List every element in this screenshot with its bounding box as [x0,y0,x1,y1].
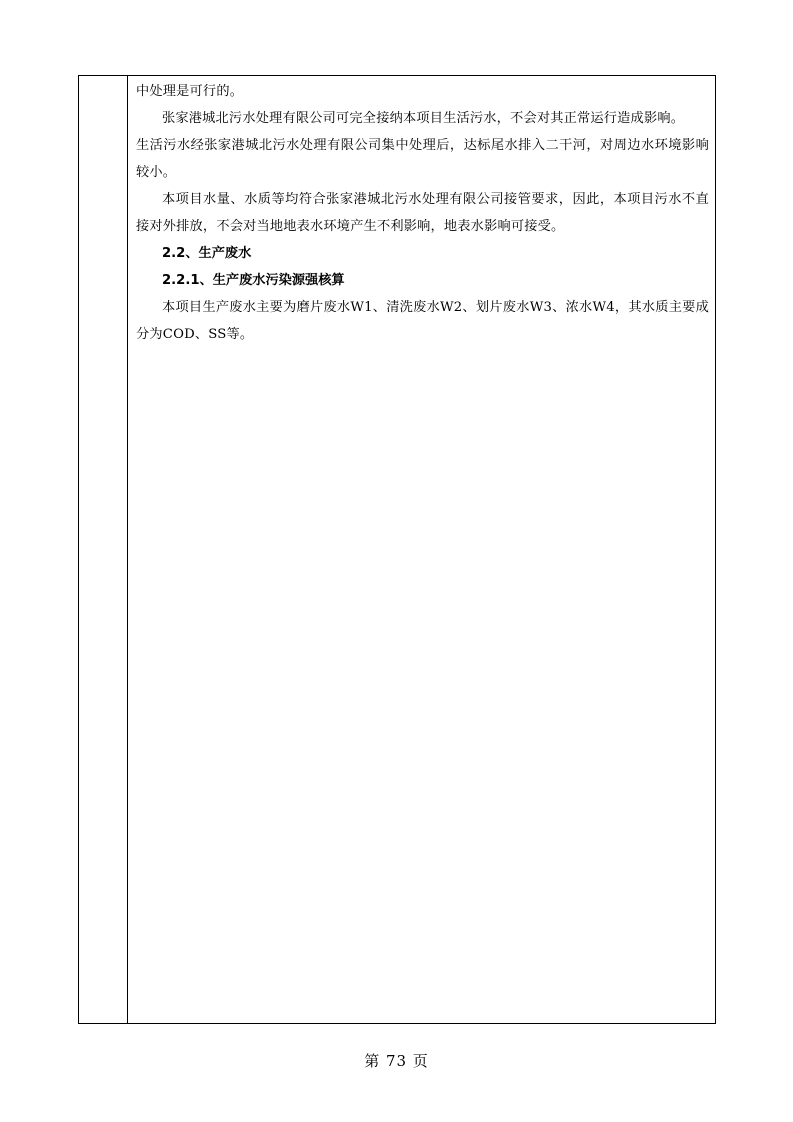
paragraph-continuation: 中处理是可行的。 [136,84,244,99]
form-table [78,75,716,1024]
paragraph-discharge: 生活污水经张家港城北污水处理有限公司集中处理后，达标尾水排入二干河，对周边水环境影响较小。 [136,138,709,180]
table-label-column [79,76,128,1023]
subsection-heading-pollution-source: 2.2.1、生产废水污染源强核算 [162,273,345,288]
page-number: 第 73 页 [364,1052,429,1070]
table-content-cell [128,76,715,1023]
paragraph-plant-capacity: 张家港城北污水处理有限公司可完全接纳本项目生活污水，不会对其正常运行造成影响。 [162,111,685,126]
section-heading-production-wastewater: 2.2、生产废水 [162,246,252,261]
paragraph-wastewater-composition: 本项目生产废水主要为磨片废水W1、清洗废水W2、划片废水W3、浓水W4，其水质主要成分为COD、SS等。 [136,300,709,342]
paragraph-conclusion: 本项目水量、水质等均符合张家港城北污水处理有限公司接管要求，因此，本项目污水不直接对外排放，不会对当地地表水环境产生不利影响，地表水影响可接受。 [136,192,709,234]
